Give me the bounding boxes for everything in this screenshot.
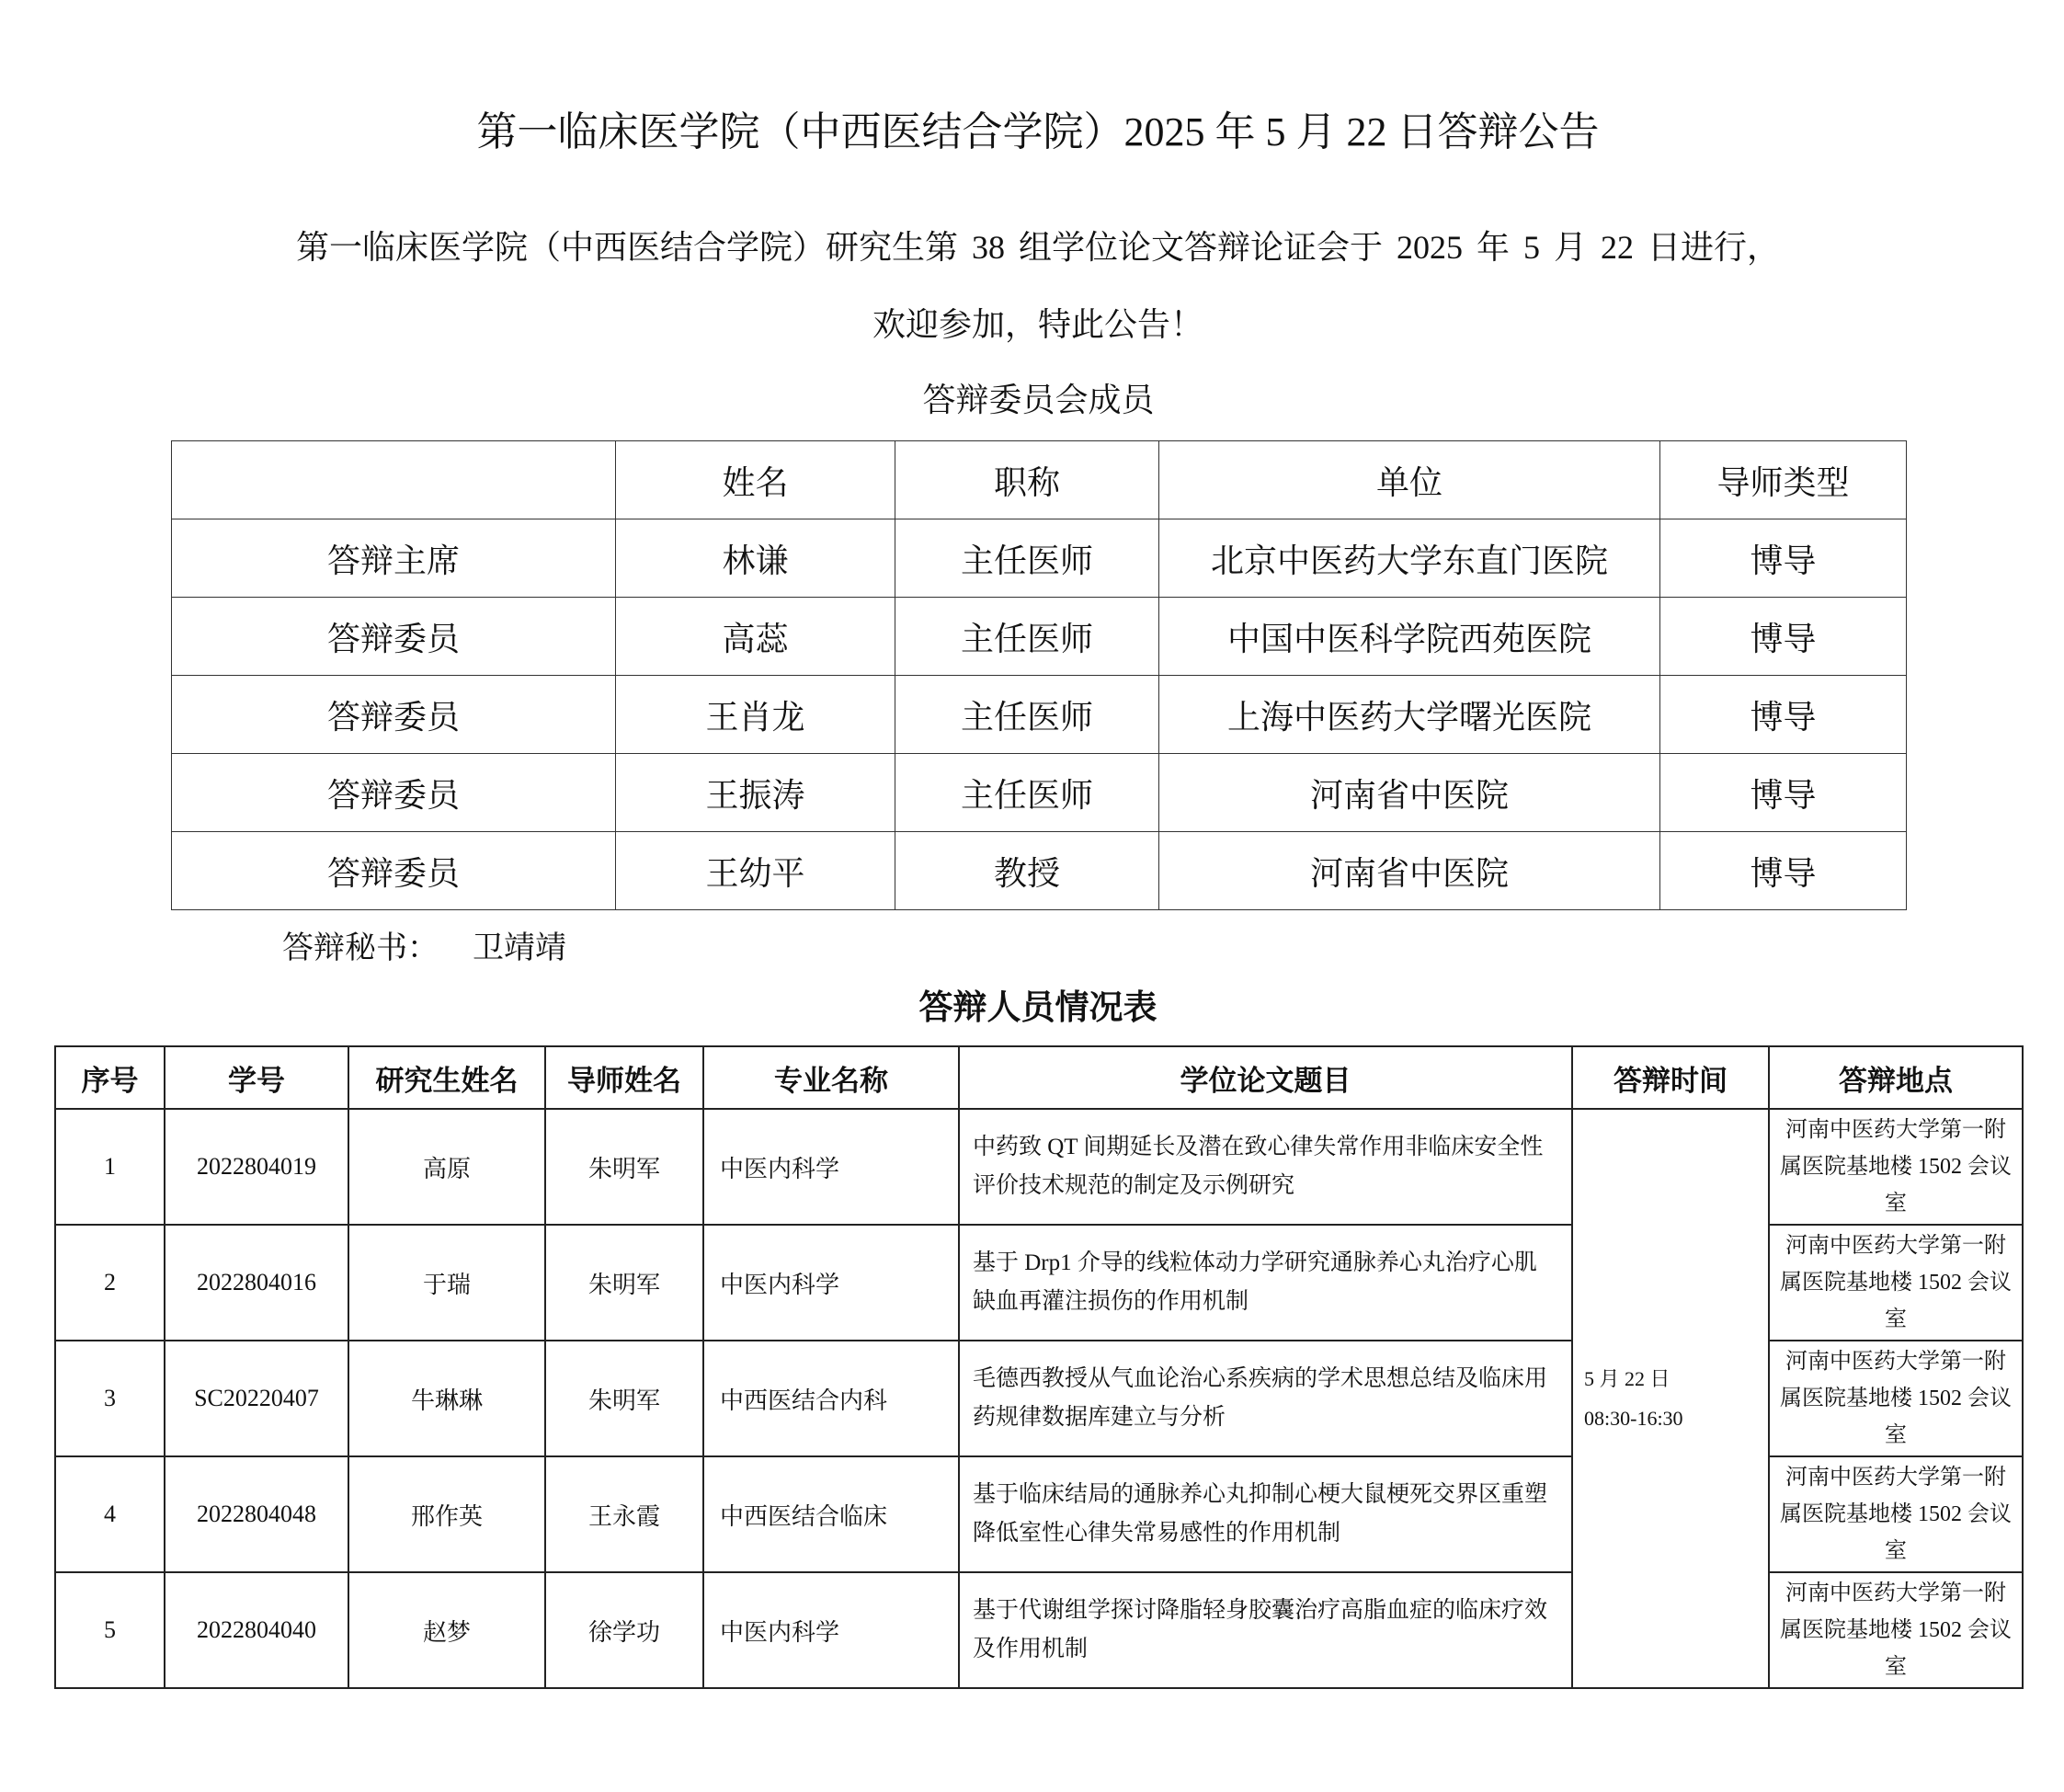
committee-member-name: 林谦	[616, 519, 895, 598]
student-major: 中医内科学	[703, 1109, 959, 1225]
student-table	[54, 1045, 2024, 1689]
committee-member-title: 主任医师	[895, 754, 1159, 832]
secretary-name: 卫靖靖	[473, 931, 566, 965]
student-advisor: 王永霞	[545, 1456, 703, 1572]
student-advisor: 朱明军	[545, 1225, 703, 1341]
page-title: 第一临床医学院（中西医结合学院）2025 年 5 月 22 日答辩公告	[476, 109, 1600, 154]
student-header-major: 专业名称	[703, 1046, 959, 1109]
committee-role: 答辩委员	[172, 676, 616, 754]
committee-header-role	[172, 441, 616, 519]
defense-time	[1572, 1109, 1769, 1688]
student-major: 中医内科学	[703, 1225, 959, 1341]
committee-member-title: 主任医师	[895, 519, 1159, 598]
committee-member-advisor-type: 博导	[1660, 598, 1907, 676]
student-header-id: 学号	[165, 1046, 348, 1109]
student-id: 2022804048	[165, 1456, 348, 1572]
student-thesis-title: 基于代谢组学探讨降脂轻身胶囊治疗高脂血症的临床疗效及作用机制	[959, 1572, 1572, 1688]
committee-role: 答辩委员	[172, 598, 616, 676]
student-id: SC20220407	[165, 1341, 348, 1456]
committee-heading: 答辩委员会成员	[922, 382, 1155, 418]
student-header-name: 研究生姓名	[348, 1046, 545, 1109]
committee-member-advisor-type: 博导	[1660, 676, 1907, 754]
student-header-no: 序号	[55, 1046, 165, 1109]
committee-row	[172, 676, 1907, 754]
student-row	[55, 1109, 2023, 1225]
student-advisor: 徐学功	[545, 1572, 703, 1688]
committee-role: 答辩主席	[172, 519, 616, 598]
defense-location: 河南中医药大学第一附属医院基地楼 1502 会议室	[1769, 1572, 2023, 1688]
committee-member-advisor-type: 博导	[1660, 832, 1907, 910]
committee-row	[172, 598, 1907, 676]
student-name: 邢作英	[348, 1456, 545, 1572]
committee-member-advisor-type: 博导	[1660, 754, 1907, 832]
student-major: 中西医结合内科	[703, 1341, 959, 1456]
committee-member-name: 王振涛	[616, 754, 895, 832]
student-name: 牛琳琳	[348, 1341, 545, 1456]
student-advisor: 朱明军	[545, 1109, 703, 1225]
student-id: 2022804016	[165, 1225, 348, 1341]
student-header-time: 答辩时间	[1572, 1046, 1769, 1109]
committee-member-title: 教授	[895, 832, 1159, 910]
student-header-row	[55, 1046, 2023, 1109]
committee-header-title: 职称	[895, 441, 1159, 519]
committee-header-name: 姓名	[616, 441, 895, 519]
student-no: 2	[55, 1225, 165, 1341]
committee-row	[172, 832, 1907, 910]
committee-member-title: 主任医师	[895, 676, 1159, 754]
committee-member-name: 王肖龙	[616, 676, 895, 754]
committee-header-unit: 单位	[1159, 441, 1660, 519]
student-id: 2022804040	[165, 1572, 348, 1688]
student-header-advisor: 导师姓名	[545, 1046, 703, 1109]
committee-member-title: 主任医师	[895, 598, 1159, 676]
committee-table	[171, 440, 1907, 910]
defense-hours: 08:30-16:30	[1584, 1407, 1683, 1430]
committee-member-advisor-type: 博导	[1660, 519, 1907, 598]
committee-member-name: 高蕊	[616, 598, 895, 676]
intro-text-line-1: 第一临床医学院（中西医结合学院）研究生第 38 组学位论文答辩论证会于 2025 年 5 月 22 日进行，	[295, 229, 1780, 266]
secretary-label: 答辩秘书：	[282, 931, 439, 965]
committee-role: 答辩委员	[172, 754, 616, 832]
student-header-thesis: 学位论文题目	[959, 1046, 1572, 1109]
student-major: 中西医结合临床	[703, 1456, 959, 1572]
committee-member-unit: 上海中医药大学曙光医院	[1159, 676, 1660, 754]
student-name: 于瑞	[348, 1225, 545, 1341]
defense-location: 河南中医药大学第一附属医院基地楼 1502 会议室	[1769, 1341, 2023, 1456]
student-advisor: 朱明军	[545, 1341, 703, 1456]
committee-row	[172, 519, 1907, 598]
student-table-heading: 答辩人员情况表	[918, 989, 1157, 1027]
student-thesis-title: 基于 Drp1 介导的线粒体动力学研究通脉养心丸治疗心肌缺血再灌注损伤的作用机制	[959, 1225, 1572, 1341]
committee-header-row	[172, 441, 1907, 519]
student-no: 3	[55, 1341, 165, 1456]
intro-text-line-2: 欢迎参加，特此公告！	[872, 306, 1203, 343]
defense-location: 河南中医药大学第一附属医院基地楼 1502 会议室	[1769, 1109, 2023, 1225]
student-thesis-title: 毛德西教授从气血论治心系疾病的学术思想总结及临床用药规律数据库建立与分析	[959, 1341, 1572, 1456]
student-name: 赵梦	[348, 1572, 545, 1688]
committee-member-name: 王幼平	[616, 832, 895, 910]
committee-member-unit: 河南省中医院	[1159, 754, 1660, 832]
student-major: 中医内科学	[703, 1572, 959, 1688]
committee-member-unit: 北京中医药大学东直门医院	[1159, 519, 1660, 598]
student-no: 1	[55, 1109, 165, 1225]
committee-member-unit: 河南省中医院	[1159, 832, 1660, 910]
student-thesis-title: 基于临床结局的通脉养心丸抑制心梗大鼠梗死交界区重塑降低室性心律失常易感性的作用机制	[959, 1456, 1572, 1572]
student-header-location: 答辩地点	[1769, 1046, 2023, 1109]
defense-date: 5 月 22 日	[1584, 1367, 1671, 1390]
committee-header-advisor-type: 导师类型	[1660, 441, 1907, 519]
student-thesis-title: 中药致 QT 间期延长及潜在致心律失常作用非临床安全性评价技术规范的制定及示例研究	[959, 1109, 1572, 1225]
committee-row	[172, 754, 1907, 832]
committee-member-unit: 中国中医科学院西苑医院	[1159, 598, 1660, 676]
student-no: 5	[55, 1572, 165, 1688]
student-no: 4	[55, 1456, 165, 1572]
defense-location: 河南中医药大学第一附属医院基地楼 1502 会议室	[1769, 1225, 2023, 1341]
committee-role: 答辩委员	[172, 832, 616, 910]
student-id: 2022804019	[165, 1109, 348, 1225]
defense-location: 河南中医药大学第一附属医院基地楼 1502 会议室	[1769, 1456, 2023, 1572]
student-name: 高原	[348, 1109, 545, 1225]
